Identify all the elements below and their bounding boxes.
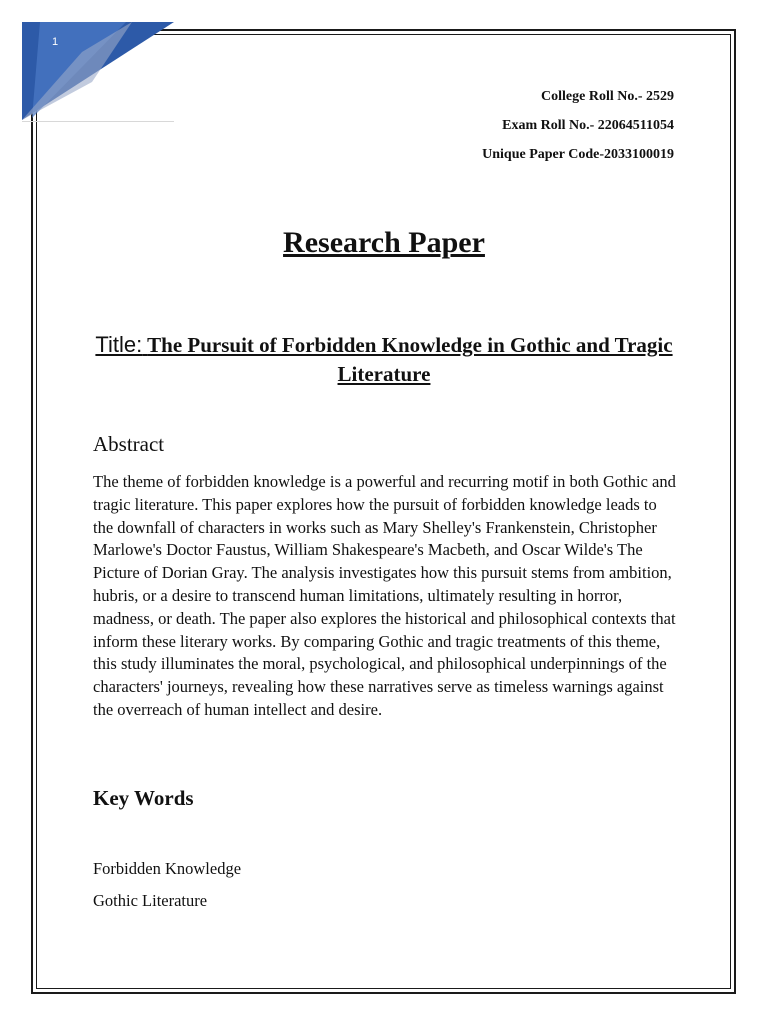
exam-roll: Exam Roll No.- 22064511054 [502, 118, 674, 133]
college-roll: College Roll No.- 2529 [541, 89, 674, 104]
roll-info [482, 87, 674, 174]
page-number: 1 [52, 36, 59, 48]
abstract-heading: Abstract [93, 432, 165, 456]
corner-decoration [22, 22, 174, 122]
corner-divider [22, 121, 174, 122]
paper-code: Unique Paper Code-2033100019 [482, 147, 674, 162]
paper-title [90, 330, 678, 389]
keywords-heading: Key Words [93, 786, 194, 810]
title-label: Title: [95, 332, 143, 357]
title-text: The Pursuit of Forbidden Knowledge in Gothic and Tragic Literature [147, 333, 673, 386]
document-heading: Research Paper [283, 226, 485, 259]
keyword-item: Forbidden Knowledge [93, 859, 242, 878]
abstract-body: The theme of forbidden knowledge is a powerful and recurring motif in both Gothic and tragic literature. This paper explores how the pursuit of forbidden knowledge leads to the downfall of characters in works such as Mary Shelley's Frankenstein, Christopher Marlowe's Doctor Faustus, William Shakespeare's Macbeth, and Oscar Wilde's The Picture of Dorian Gray. The analysis investigates how this pursuit stems from ambition, hubris, or a desire to transcend human limitations, ultimately resulting in horror, madness, or death. The paper also explores the historical and philosophical contexts that inform these literary works. By comparing Gothic and tragic treatments of this theme, this study illuminates the moral, psychological, and philosophical underpinnings of the characters' journeys, revealing how these narratives serve as timeless warnings against the overreach of human intellect and desire. [93, 472, 676, 719]
keyword-item: Gothic Literature [93, 891, 208, 910]
